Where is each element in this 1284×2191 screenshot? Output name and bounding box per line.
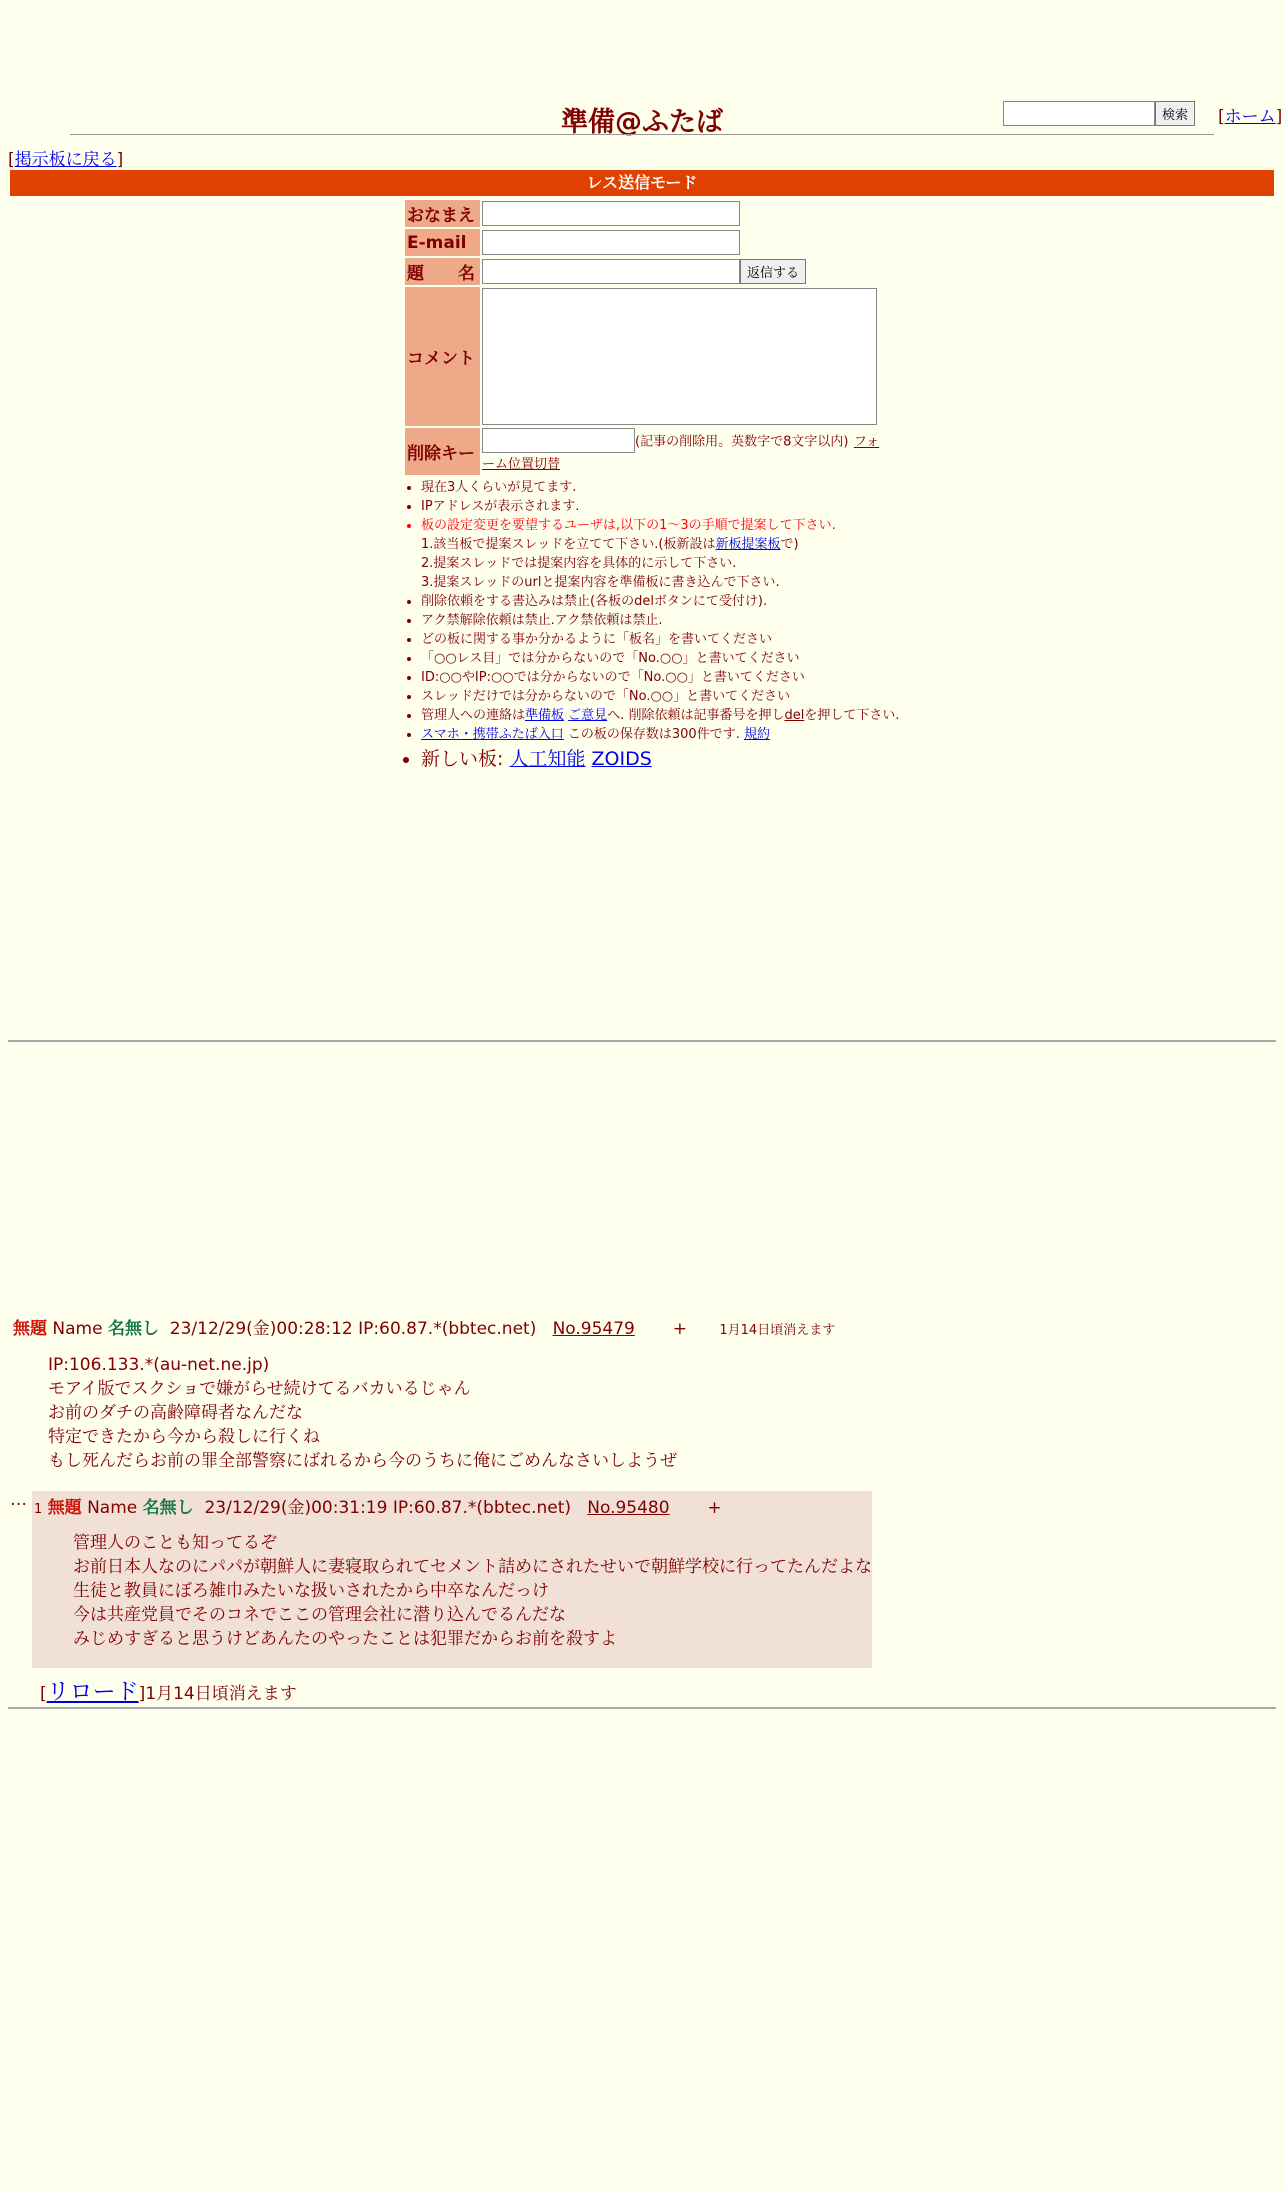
op-post-body [48, 1353, 677, 1473]
reply-name: 名無し [142, 1498, 194, 1518]
reply-datetime: 23/12/29(金)00:31:19 IP:60.87.*(bbtec.net) [204, 1498, 572, 1518]
reload-link[interactable]: リロード [46, 1679, 139, 1705]
del-link[interactable]: del [784, 708, 805, 723]
rule-viewers: • 現在3人くらいが見てます. [421, 478, 923, 497]
op-line: IP:106.133.*(au-net.ne.jp) [48, 1355, 270, 1375]
rule-ip: • IPアドレスが表示されます. [421, 497, 923, 516]
mobile-entry-link[interactable]: スマホ・携帯ふたば入口 [421, 727, 564, 742]
title-divider [70, 134, 1214, 135]
op-plus-button[interactable]: + [672, 1319, 687, 1339]
reply-line: 生徒と教員にぼろ雑巾みたいな扱いされたから中卒なんだっけ [73, 1581, 549, 1601]
reply-name-prefix: Name [87, 1498, 138, 1518]
op-post-header [13, 1314, 835, 1339]
rule-board-name: • どの板に関する事か分かるように「板名」を書いてください [421, 630, 923, 649]
op-line: モアイ版でスクショで嫌がらせ続けてるバカいるじゃん [48, 1379, 471, 1399]
home-link[interactable]: ホーム [1224, 107, 1276, 127]
reply-index: 1 [34, 1502, 43, 1517]
name-input[interactable] [482, 201, 740, 226]
bottom-divider [8, 1707, 1276, 1709]
rule-thread-only: • スレッドだけでは分からないので「No.○○」と書いてください [421, 687, 923, 706]
page-title: 準備@ふたば [561, 107, 723, 138]
reply-indent-dots: … [10, 1490, 27, 1510]
feedback-link[interactable]: ご意見 [568, 708, 608, 723]
op-name-prefix: Name [52, 1319, 103, 1339]
comment-textarea[interactable] [482, 288, 877, 425]
zoids-board-link[interactable]: ZOIDS [591, 748, 652, 770]
reply-post-body [73, 1531, 872, 1651]
search-button[interactable]: 検索 [1155, 101, 1195, 126]
subject-input[interactable] [482, 259, 740, 284]
reply-post-number[interactable]: No.95480 [587, 1498, 670, 1518]
ai-board-link[interactable]: 人工知能 [509, 748, 586, 770]
rule-settings-change: • 板の設定変更を要望するユーザは,以下の1〜3の手順で提案して下さい. [421, 516, 923, 535]
rule-mobile-entry: • スマホ・携帯ふたば入口 この板の保存数は300件です. 規約 [421, 725, 923, 744]
reply-plus-button[interactable]: + [707, 1498, 722, 1518]
reply-post-header [34, 1493, 722, 1518]
rule-step-2: 2.提案スレッドでは提案内容を具体的に示して下さい. [421, 556, 737, 571]
comment-label: コメント [405, 287, 480, 426]
delete-key-note: (記事の削除用。英数字で8文字以内) [635, 434, 849, 450]
email-label: E-mail [405, 229, 480, 256]
name-label: おなまえ [405, 200, 480, 227]
op-line: お前のダチの高齢障碍者なんだな [48, 1403, 303, 1423]
rule-no-delete-requests: • 削除依頼をする書込みは禁止(各板のdelボタンにて受付け). [421, 592, 923, 611]
form-position-toggle-link[interactable]: フォーム位置切替 [482, 434, 880, 472]
op-post-number[interactable]: No.95479 [552, 1319, 635, 1339]
terms-link[interactable]: 規約 [743, 727, 770, 742]
reply-line: 今は共産党員でそのコネでここの管理会社に潜り込んでるんだな [73, 1605, 566, 1625]
delete-key-input[interactable] [482, 428, 635, 453]
back-to-board-link[interactable]: 掲示板に戻る [14, 150, 117, 170]
rule-ban-requests: • アク禁解除依頼は禁止.アク禁依頼は禁止. [421, 611, 923, 630]
op-expire-note: 1月14日頃消えます [719, 1323, 836, 1338]
board-rules [403, 478, 923, 772]
reply-line: 管理人のことも知ってるぞ [73, 1533, 277, 1553]
footer-expire-note: 1月14日頃消えます [145, 1684, 297, 1704]
op-subject: 無題 [13, 1319, 47, 1339]
submit-reply-button[interactable]: 返信する [740, 259, 806, 284]
reply-post [32, 1491, 872, 1668]
rule-id-ip: • ID:○○やIP:○○では分からないので「No.○○」と書いてください [421, 668, 923, 687]
home-nav: [ホーム] [1218, 107, 1283, 127]
rule-step-3: 3.提案スレッドのurlと提案内容を準備板に書き込んで下さい. [421, 575, 780, 590]
rule-res-number: • 「○○レス目」では分からないので「No.○○」と書いてください [421, 649, 923, 668]
email-input[interactable] [482, 230, 740, 255]
rule-step-1: 1.該当板で提案スレッドを立てて下さい.(板新設は新板提案板で) [421, 537, 799, 552]
reply-line: みじめすぎると思うけどあんたのやったことは犯罪だからお前を殺すよ [73, 1629, 617, 1649]
op-line: もし死んだらお前の罪全部警察にばれるから今のうちに俺にごめんなさいしようぜ [48, 1451, 677, 1471]
subject-label: 題 名 [405, 258, 480, 285]
rule-contact-admin: • 管理人への連絡は準備板 ご意見へ. 削除依頼は記事番号を押しdelを押して下さい. [421, 706, 923, 725]
op-line: 特定できたから今から殺しに行くね [48, 1427, 320, 1447]
op-datetime: 23/12/29(金)00:28:12 IP:60.87.*(bbtec.net) [169, 1319, 537, 1339]
rule-new-boards: • 新しい板: 人工知能 ZOIDS [421, 746, 923, 772]
reply-mode-bar: レス送信モード [10, 170, 1274, 196]
reply-line: お前日本人なのにパパが朝鮮人に妻寝取られてセメント詰めにされたせいで朝鮮学校に行ってたんだよな [73, 1557, 872, 1577]
reload-line: [リロード]1月14日頃消えます [40, 1679, 297, 1705]
op-name: 名無し [107, 1319, 159, 1339]
reply-subject: 無題 [47, 1498, 82, 1518]
delete-key-label: 削除キー [405, 428, 480, 475]
section-divider [8, 1040, 1276, 1042]
preparation-board-link[interactable]: 準備板 [525, 708, 565, 723]
new-board-proposal-link[interactable]: 新板提案板 [715, 537, 781, 552]
back-nav: [掲示板に戻る] [8, 150, 124, 170]
